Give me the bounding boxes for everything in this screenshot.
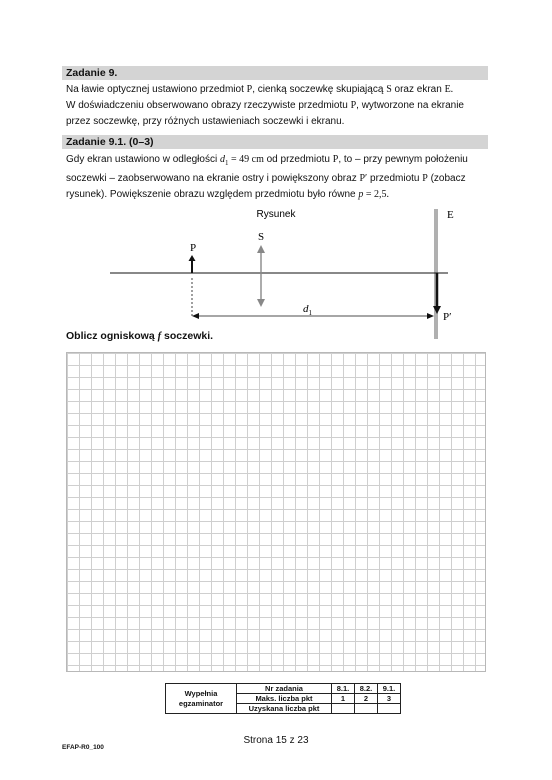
figure-caption: Rysunek [256, 209, 296, 220]
max-points-cell: 3 [378, 694, 401, 704]
max-points-cell: 2 [355, 694, 378, 704]
subtask-line-2: soczewki – zaobserwowano na ekranie ostry i powiększony obraz P′ przedmiotu P (zobacz [66, 173, 466, 184]
subtask-header: Zadanie 9.1. (0–3) [62, 135, 488, 149]
task-header: Zadanie 9. [62, 66, 488, 80]
task-description [66, 82, 490, 130]
image-label-pprime: P′ [443, 311, 452, 323]
max-points-cell: 1 [332, 694, 355, 704]
exam-code: EFAP-R0_100 [62, 744, 104, 751]
page-number: Strona 15 z 23 [243, 735, 309, 746]
task-no-cell: 8.1. [332, 684, 355, 694]
task-no-cell: 8.2. [355, 684, 378, 694]
distance-arrow-right [427, 313, 434, 319]
lens-arrow-top [257, 245, 265, 253]
question-text: Oblicz ogniskową f soczewki. [66, 330, 214, 342]
task-no-cell: 9.1. [378, 684, 401, 694]
task-line-2: W doświadczeniu obserwowano obrazy rzeczywiste przedmiotu P, wytworzone na ekranie [66, 100, 464, 111]
distance-arrow-left [192, 313, 199, 319]
subtask-description [66, 152, 490, 203]
obtained-points-cell[interactable] [332, 704, 355, 714]
score-table-filler: Wypełnia egzaminator [166, 684, 237, 714]
lens-arrow-bottom [257, 299, 265, 307]
subtask-line-3: rysunek). Powiększenie obrazu względem przedmiotu było równe p = 2,5. [66, 189, 389, 200]
distance-label-d1: $d_1$ [303, 303, 312, 317]
answer-grid[interactable] [66, 352, 486, 672]
obtained-points-cell[interactable] [355, 704, 378, 714]
task-line-3: przez soczewkę, przy różnych ustawieniach soczewki i ekranu. [66, 116, 345, 127]
row-label-obtained-points: Uzyskana liczba pkt [237, 704, 332, 714]
screen-label-e: E [447, 209, 454, 221]
optical-bench-figure [0, 200, 552, 345]
object-arrow-head [189, 255, 196, 261]
obtained-points-cell[interactable] [378, 704, 401, 714]
score-table [165, 683, 401, 714]
lens-label-s: S [257, 231, 265, 243]
subtask-line-1: Gdy ekran ustawiono w odległości $d_1 = 49$ cm od przedmiotu P, to – przy pewnym położeniu [66, 154, 468, 167]
object-label-p: P [189, 242, 197, 254]
row-label-task-no: Nr zadania [237, 684, 332, 694]
task-line-1: Na ławie optycznej ustawiono przedmiot P, cienką soczewkę skupiającą S oraz ekran E. [66, 84, 454, 95]
row-label-max-points: Maks. liczba pkt [237, 694, 332, 704]
